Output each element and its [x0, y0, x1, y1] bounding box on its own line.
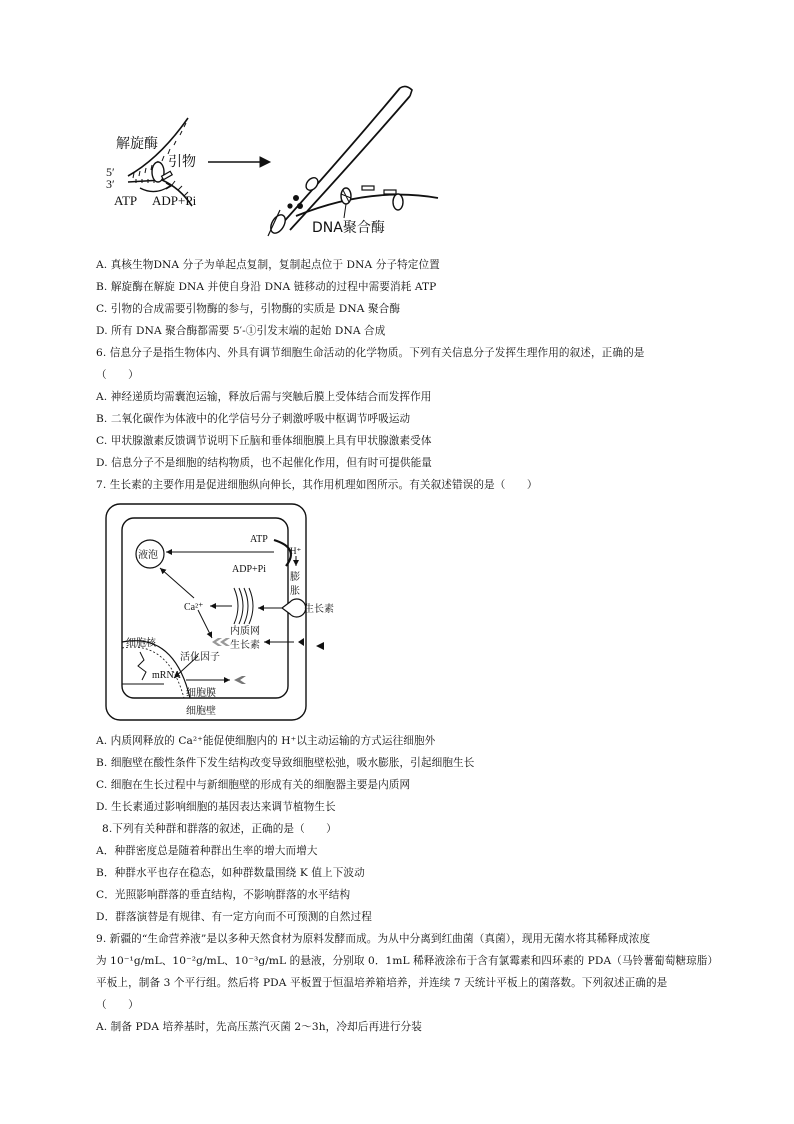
adp-label-2: ADP+Pi: [232, 564, 266, 575]
outer-auxin-marker: [316, 642, 324, 650]
nucleus-label: 细胞核: [126, 638, 156, 649]
vacuole-label: 液泡: [138, 550, 158, 561]
auxin-outer-label: 生长素: [304, 604, 334, 615]
ca-to-activator-arrow: [198, 610, 212, 638]
polymerase-label: DNA聚合酶: [312, 220, 385, 236]
q7-option-b: B. 细胞壁在酸性条件下发生结构改变导致细胞壁松弛，吸水膨胀，引起细胞生长: [96, 757, 475, 769]
swell-label-2: 胀: [290, 586, 300, 597]
replication-fork-large: [268, 86, 438, 236]
q9-stem-line-3: 平板上，制备 3 个平行组。然后将 PDA 平板置于恒温培养箱培养，并连续 7 天统计平板上的菌落数。下列叙述正确的是: [96, 977, 668, 989]
q7-option-c: C. 细胞在生长过程中与新细胞壁的形成有关的细胞器主要是内质网: [96, 779, 411, 791]
q7-option-a: A. 内质网释放的 Ca²⁺能促使细胞内的 H⁺以主动运输的方式运往细胞外: [96, 735, 436, 747]
q6-option-a: A. 神经递质均需囊泡运输，释放后需与突触后膜上受体结合而发挥作用: [96, 391, 432, 403]
q6-option-c: C. 甲状腺激素反馈调节说明下丘脑和垂体细胞膜上具有甲状腺激素受体: [96, 435, 432, 447]
protein-dot: [287, 203, 292, 208]
protein-dot: [297, 203, 303, 209]
q8-option-c: C．光照影响群落的垂直结构，不影响群落的水平结构: [96, 889, 351, 901]
q9-stem-line-2: 为 10⁻¹g/mL、10⁻²g/mL、10⁻³g/mL 的悬液，分别取 0．1mL 稀释液涂布于含有氯霉素和四环素的 PDA（马铃薯葡萄糖琼脂）: [96, 955, 719, 967]
adp-label: ADP+Pi: [152, 193, 197, 208]
q8-option-a: A．种群密度总是随着种群出生率的增大而增大: [96, 845, 318, 857]
three-prime-label: 3′: [106, 177, 115, 191]
q5-option-b: B. 解旋酶在解旋 DNA 并使自身沿 DNA 链移动的过程中需要消耗 ATP: [96, 281, 437, 293]
er-shape: [234, 588, 253, 624]
q6-option-b: B. 二氧化碳作为体液中的化学信号分子刺激呼吸中枢调节呼吸运动: [96, 413, 411, 425]
membrane-label: 细胞膜: [186, 688, 216, 699]
auxin-inner-label: 生长素: [230, 640, 260, 651]
wall-label: 细胞壁: [186, 706, 216, 717]
protein-dot: [293, 195, 299, 201]
helicase-label: 解旋酶: [116, 136, 158, 152]
ca-to-vacuole-arrow: [160, 568, 194, 598]
h-ion-label: H⁺: [290, 546, 302, 556]
atp-label-2: ATP: [250, 534, 268, 545]
activator-label: 活化因子: [180, 652, 220, 663]
atp-label: ATP: [114, 193, 138, 208]
transition-arrow: [208, 157, 270, 167]
q9-paren: （ ）: [96, 999, 139, 1011]
q6-stem: 6. 信息分子是指生物体内、外具有调节细胞生命活动的化学物质。下列有关信息分子发挥生理作用的叙述，正确的是: [96, 347, 645, 359]
dna-replication-figure: [100, 78, 440, 248]
auxin-receptor: [282, 599, 306, 617]
q7-option-d: D. 生长素通过影响细胞的基因表达来调节植物生长: [96, 801, 336, 813]
q5-option-c: C. 引物的合成需要引物酶的参与，引物酶的实质是 DNA 聚合酶: [96, 303, 401, 315]
five-prime-label: 5′: [106, 165, 115, 179]
q6-option-d: D. 信息分子不是细胞的结构物质，也不起催化作用，但有时可提供能量: [96, 457, 432, 469]
q8-option-b: B．种群水平也存在稳态，如种群数量围绕 K 值上下波动: [96, 867, 365, 879]
mrna-label: mRNA: [152, 670, 181, 681]
er-label: 内质网: [230, 626, 260, 637]
q9-stem-line-1: 9. 新疆的“生命营养液”是以多种天然食材为原料发酵而成。为从中分离到红曲菌（真菌），现用无菌水将其稀释成浓度: [96, 933, 651, 945]
swell-label-1: 膨: [290, 572, 300, 583]
q9-option-a: A. 制备 PDA 培养基时，先高压蒸汽灭菌 2～3h，冷却后再进行分装: [96, 1021, 422, 1033]
q8-stem: 8.下列有关种群和群落的叙述，正确的是（ ）: [102, 823, 337, 835]
q8-option-d: D．群落演替是有规律、有一定方向而不可预测的自然过程: [96, 911, 372, 923]
auxin-mechanism-figure: [104, 502, 336, 724]
primer-label: 引物: [168, 154, 196, 170]
q5-option-d: D. 所有 DNA 聚合酶都需要 5′-①引发末端的起始 DNA 合成: [96, 325, 386, 337]
q6-paren: （ ）: [96, 369, 139, 381]
ca-label: Ca²⁺: [184, 602, 204, 613]
auxin-entry-marker: [298, 638, 304, 646]
q7-stem: 7. 生长素的主要作用是促进细胞纵向伸长，其作用机理如图所示。有关叙述错误的是（ ）: [96, 479, 538, 491]
q5-option-a: A. 真核生物DNA 分子为单起点复制，复制起点位于 DNA 分子特定位置: [96, 259, 440, 271]
